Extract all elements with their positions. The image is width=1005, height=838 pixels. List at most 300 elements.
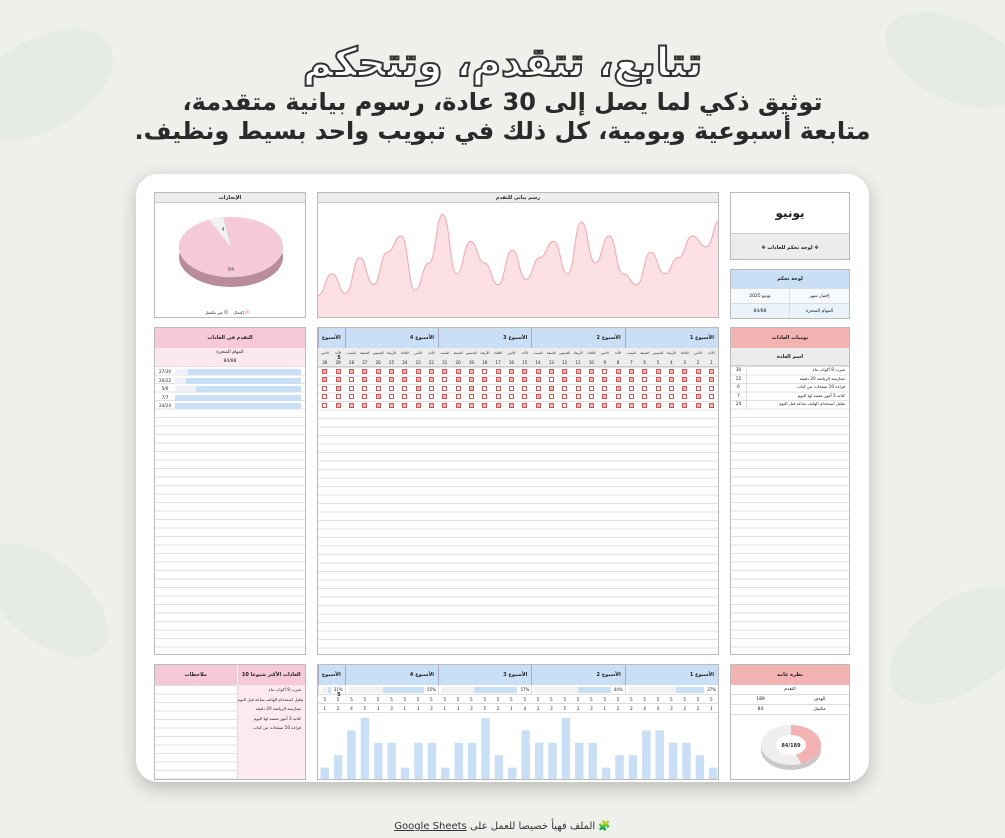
- day-checkbox[interactable]: [322, 377, 327, 382]
- day-checkbox[interactable]: [522, 386, 527, 391]
- day-checkbox[interactable]: [682, 377, 687, 382]
- week-pct-fill: [383, 687, 424, 693]
- control-row-value[interactable]: 84/88: [731, 304, 790, 318]
- day-name: الجمعة: [453, 351, 463, 355]
- check-cell: [638, 377, 651, 382]
- habit-progress-sub: المهام المنجزة: [155, 348, 305, 357]
- day-checkbox[interactable]: [349, 377, 354, 382]
- day-checkbox[interactable]: [616, 386, 621, 391]
- pie-label-not-done: 4: [221, 227, 225, 233]
- control-row-value[interactable]: يونيو 2025: [731, 289, 790, 303]
- day-checkbox[interactable]: [336, 403, 341, 408]
- check-cell: [705, 403, 718, 408]
- day-checkbox[interactable]: [402, 394, 407, 399]
- day-checkbox[interactable]: [549, 394, 554, 399]
- day-checkbox[interactable]: [709, 403, 714, 408]
- check-cell: [491, 394, 504, 399]
- day-name: الجمعة: [360, 351, 370, 355]
- check-cell: [665, 394, 678, 399]
- top-habit-item: قراءة 10 صفحات من كتاب: [253, 725, 301, 731]
- day-checkbox[interactable]: [482, 394, 487, 399]
- footer-brand[interactable]: Google Sheets: [394, 821, 467, 832]
- day-checkbox[interactable]: [496, 386, 501, 391]
- week-pct-label: 31%: [333, 687, 343, 692]
- week-pct-cell: [625, 685, 718, 694]
- check-cell: [478, 403, 491, 408]
- count-done: 5: [363, 697, 367, 702]
- check-cell: [558, 403, 571, 408]
- count-done: 5: [550, 697, 553, 702]
- daily-bar: [481, 718, 489, 780]
- check-cell: [611, 386, 624, 391]
- day-checkbox[interactable]: [389, 403, 394, 408]
- day-checkbox[interactable]: [616, 394, 621, 399]
- check-cell: [491, 386, 504, 391]
- day-checkbox[interactable]: [336, 369, 341, 374]
- control-title: لوحة تحكم: [731, 270, 849, 288]
- day-checkbox[interactable]: [536, 377, 541, 382]
- day-checkbox[interactable]: [509, 386, 514, 391]
- day-checkbox[interactable]: [629, 394, 634, 399]
- month-name: يونيو: [775, 206, 805, 220]
- day-checkbox[interactable]: [376, 403, 381, 408]
- progress-chart-panel: [317, 192, 719, 318]
- day-checkbox[interactable]: [562, 394, 567, 399]
- week-pct-fill: [474, 687, 517, 693]
- goal-label: الهدف: [813, 697, 826, 702]
- count-done: 5: [696, 697, 700, 702]
- check-cell: [451, 369, 464, 374]
- day-checkbox[interactable]: [549, 403, 554, 408]
- day-checkbox[interactable]: [496, 403, 501, 408]
- day-checkbox[interactable]: [469, 403, 474, 408]
- day-number: 30: [322, 360, 328, 365]
- check-cell: [425, 403, 438, 408]
- check-cell: [505, 403, 518, 408]
- day-number: 3: [683, 360, 686, 365]
- pie-label-done: 84: [227, 267, 235, 273]
- day-name: الأحد: [334, 351, 342, 355]
- day-checkbox[interactable]: [336, 386, 341, 391]
- day-checkbox[interactable]: [589, 369, 594, 374]
- day-checkbox[interactable]: [362, 377, 367, 382]
- check-cell: [318, 377, 331, 382]
- day-checkbox[interactable]: [549, 369, 554, 374]
- day-checkbox[interactable]: [642, 394, 647, 399]
- check-cell: [318, 369, 331, 374]
- day-checkbox[interactable]: [522, 394, 527, 399]
- day-checkbox[interactable]: [429, 403, 434, 408]
- day-checkbox[interactable]: [322, 394, 327, 399]
- day-checkbox[interactable]: [696, 386, 701, 391]
- habit-progress-row: [155, 385, 305, 394]
- daily-bar: [562, 718, 570, 780]
- day-checkbox[interactable]: [402, 403, 407, 408]
- day-checkbox[interactable]: [682, 394, 687, 399]
- check-cell: [598, 403, 611, 408]
- day-checkbox[interactable]: [642, 403, 647, 408]
- day-checkbox[interactable]: [589, 403, 594, 408]
- check-cell: [331, 403, 344, 408]
- count-done: 5: [470, 697, 473, 702]
- check-cell: [465, 394, 478, 399]
- check-cell: [505, 369, 518, 374]
- day-checkbox[interactable]: [442, 403, 447, 408]
- day-number: 28: [348, 360, 355, 365]
- check-cell: [371, 369, 384, 374]
- day-checkbox[interactable]: [336, 377, 341, 382]
- daily-bar: [321, 768, 329, 780]
- check-cell: [625, 394, 638, 399]
- check-cell: [611, 394, 624, 399]
- day-checkbox[interactable]: [322, 369, 327, 374]
- day-checkbox[interactable]: [669, 394, 674, 399]
- day-checkbox[interactable]: [536, 369, 541, 374]
- check-cell: [625, 403, 638, 408]
- day-checkbox[interactable]: [682, 369, 687, 374]
- day-number: 24: [402, 360, 408, 365]
- week-header-5: الأسبوع 5: [318, 328, 345, 348]
- day-checkbox[interactable]: [576, 403, 581, 408]
- day-checkbox[interactable]: [509, 369, 514, 374]
- day-checkbox[interactable]: [709, 386, 714, 391]
- day-name: السبت: [533, 351, 543, 355]
- day-checkbox[interactable]: [349, 369, 354, 374]
- check-cell: [465, 377, 478, 382]
- day-checkbox[interactable]: [456, 377, 461, 382]
- count-value: 3: [536, 706, 540, 711]
- day-checkbox[interactable]: [682, 386, 687, 391]
- day-checkbox[interactable]: [389, 377, 394, 382]
- day-checkbox[interactable]: [362, 369, 367, 374]
- day-checkbox[interactable]: [629, 403, 634, 408]
- day-checkbox[interactable]: [362, 386, 367, 391]
- day-checkbox[interactable]: [322, 386, 327, 391]
- check-cell: [491, 369, 504, 374]
- day-name: الجمعة: [640, 351, 650, 355]
- count-value: 2: [616, 706, 620, 711]
- day-checkbox[interactable]: [389, 394, 394, 399]
- day-checkbox[interactable]: [602, 377, 607, 382]
- daily-bar: [696, 755, 704, 780]
- day-checkbox[interactable]: [322, 403, 327, 408]
- day-number: 7: [630, 360, 633, 365]
- day-checkbox[interactable]: [696, 369, 701, 374]
- day-checkbox[interactable]: [469, 377, 474, 382]
- day-name: الاثنين: [414, 351, 423, 355]
- day-checkbox[interactable]: [429, 369, 434, 374]
- day-checkbox[interactable]: [336, 394, 341, 399]
- day-checkbox[interactable]: [482, 377, 487, 382]
- day-checkbox[interactable]: [562, 386, 567, 391]
- check-cell: [531, 377, 544, 382]
- day-checkbox[interactable]: [629, 369, 634, 374]
- day-checkbox[interactable]: [696, 377, 701, 382]
- day-checkbox[interactable]: [709, 377, 714, 382]
- day-checkbox[interactable]: [429, 377, 434, 382]
- habit-name: ممارسة الرياضة 20 دقيقة: [799, 375, 845, 381]
- day-name: الأربعاء: [573, 351, 583, 355]
- day-checkbox[interactable]: [642, 369, 647, 374]
- check-cell: [345, 403, 358, 408]
- count-value: 3: [670, 706, 673, 711]
- day-checkbox[interactable]: [656, 403, 661, 408]
- footer-text: الملف فهيأ خصيصا للعمل على: [469, 821, 596, 832]
- day-number: 21: [442, 360, 448, 365]
- day-checkbox[interactable]: [696, 394, 701, 399]
- day-checkbox[interactable]: [442, 386, 447, 391]
- day-checkbox[interactable]: [376, 394, 381, 399]
- count-done: 5: [683, 697, 686, 702]
- check-cell: [425, 394, 438, 399]
- daily-bar-chart: [318, 714, 719, 780]
- day-checkbox[interactable]: [576, 369, 581, 374]
- check-cell: [411, 369, 424, 374]
- day-checkbox[interactable]: [402, 369, 407, 374]
- day-checkbox[interactable]: [456, 394, 461, 399]
- day-checkbox[interactable]: [442, 394, 447, 399]
- day-checkbox[interactable]: [709, 394, 714, 399]
- day-checkbox[interactable]: [376, 369, 381, 374]
- day-number: 18: [482, 360, 488, 365]
- count-done: 5: [510, 697, 513, 702]
- top-habits-body: [155, 685, 305, 780]
- achievements-legend: [205, 310, 249, 315]
- week-header-2: الأسبوع 2: [531, 328, 624, 348]
- day-checkbox[interactable]: [389, 369, 394, 374]
- check-cell: [451, 377, 464, 382]
- day-checkbox[interactable]: [416, 377, 421, 382]
- day-checkbox[interactable]: [429, 386, 434, 391]
- check-cell: [585, 369, 598, 374]
- day-checkbox[interactable]: [602, 369, 607, 374]
- check-cell: [625, 369, 638, 374]
- count-done: 5: [670, 697, 673, 702]
- day-checkbox[interactable]: [629, 377, 634, 382]
- day-checkbox[interactable]: [602, 394, 607, 399]
- day-checkbox[interactable]: [349, 386, 354, 391]
- count-value: 3: [470, 706, 473, 711]
- day-checkbox[interactable]: [669, 403, 674, 408]
- day-checkbox[interactable]: [642, 377, 647, 382]
- day-checkbox[interactable]: [562, 403, 567, 408]
- day-checkbox[interactable]: [496, 377, 501, 382]
- day-checkbox[interactable]: [522, 403, 527, 408]
- day-checkbox[interactable]: [469, 394, 474, 399]
- day-checkbox[interactable]: [616, 403, 621, 408]
- day-checkbox[interactable]: [562, 369, 567, 374]
- day-checkbox[interactable]: [656, 377, 661, 382]
- notes-area[interactable]: [155, 685, 238, 780]
- check-cell: [651, 386, 664, 391]
- habit-goal: 30: [731, 366, 747, 375]
- check-cell: [465, 403, 478, 408]
- day-checkbox[interactable]: [456, 386, 461, 391]
- check-cell: [665, 403, 678, 408]
- day-number: 15: [522, 360, 528, 365]
- day-checkbox[interactable]: [709, 369, 714, 374]
- day-checkbox[interactable]: [656, 394, 661, 399]
- day-checkbox[interactable]: [589, 386, 594, 391]
- check-cell: [451, 386, 464, 391]
- day-checkbox[interactable]: [629, 386, 634, 391]
- day-checkbox[interactable]: [469, 386, 474, 391]
- day-checkbox[interactable]: [482, 369, 487, 374]
- day-checkbox[interactable]: [509, 394, 514, 399]
- count-value: 3: [390, 706, 393, 711]
- day-checkbox[interactable]: [589, 377, 594, 382]
- day-checkbox[interactable]: [522, 369, 527, 374]
- daily-bar: [374, 743, 382, 780]
- count-done: 5: [336, 697, 340, 702]
- daily-bar: [615, 755, 623, 780]
- day-number: 4: [670, 360, 673, 365]
- day-name: السبت: [440, 351, 450, 355]
- check-cell: [665, 377, 678, 382]
- day-checkbox[interactable]: [456, 403, 461, 408]
- habit-row: [731, 383, 849, 392]
- day-checkbox[interactable]: [549, 386, 554, 391]
- day-checkbox[interactable]: [442, 369, 447, 374]
- day-checkbox[interactable]: [442, 377, 447, 382]
- check-grid: [318, 367, 718, 655]
- day-checkbox[interactable]: [576, 394, 581, 399]
- day-checkbox[interactable]: [509, 403, 514, 408]
- progress-area-chart: [318, 203, 719, 317]
- overview-goal-row: [731, 695, 849, 705]
- hero-line-2: متابعة أسبوعية ويومية، كل ذلك في تبويب واحد بسيط ونظيف.: [134, 117, 871, 145]
- day-checkbox[interactable]: [602, 403, 607, 408]
- day-checkbox[interactable]: [576, 386, 581, 391]
- day-name: الخميس: [652, 351, 664, 355]
- control-row: [731, 288, 849, 303]
- check-cell: [571, 386, 584, 391]
- daily-bar: [428, 743, 436, 780]
- day-checkbox[interactable]: [349, 403, 354, 408]
- check-cell: [638, 386, 651, 391]
- check-cell: [598, 369, 611, 374]
- habit-progress-row: [155, 377, 305, 386]
- day-checkbox[interactable]: [402, 377, 407, 382]
- day-name: الاثنين: [320, 351, 329, 355]
- day-checkbox[interactable]: [656, 386, 661, 391]
- day-number: 23: [415, 360, 421, 365]
- check-cell: [385, 403, 398, 408]
- day-checkbox[interactable]: [536, 386, 541, 391]
- day-checkbox[interactable]: [469, 369, 474, 374]
- day-checkbox[interactable]: [509, 377, 514, 382]
- overview-donut: [731, 715, 850, 779]
- count-value: 3: [376, 706, 380, 711]
- day-name: الثلاثاء: [494, 351, 503, 355]
- weekly-bars-panel: [317, 664, 719, 780]
- day-checkbox[interactable]: [589, 394, 594, 399]
- day-checkbox[interactable]: [656, 369, 661, 374]
- day-checkbox[interactable]: [562, 377, 567, 382]
- day-checkbox[interactable]: [669, 369, 674, 374]
- day-checkbox[interactable]: [642, 386, 647, 391]
- day-checkbox[interactable]: [496, 394, 501, 399]
- day-name: الثلاثاء: [400, 351, 409, 355]
- day-checkbox[interactable]: [536, 403, 541, 408]
- check-cell: [331, 386, 344, 391]
- day-checkbox[interactable]: [576, 377, 581, 382]
- check-cell: [318, 394, 331, 399]
- habit-name: قراءة 10 صفحات من كتاب: [797, 384, 845, 389]
- day-checkbox[interactable]: [669, 377, 674, 382]
- legend-done: إكتمال: [233, 310, 244, 315]
- check-cell: [571, 403, 584, 408]
- count-value: 5: [363, 706, 367, 711]
- daily-bar: [334, 755, 342, 780]
- day-checkbox[interactable]: [416, 394, 421, 399]
- day-name: الأربعاء: [666, 351, 676, 355]
- check-cell: [665, 369, 678, 374]
- dashboard-button[interactable]: ✥ لوحة تحكم للعادات ✥: [731, 233, 849, 260]
- day-checkbox[interactable]: [669, 386, 674, 391]
- check-cell: [545, 369, 558, 374]
- count-row-2: [318, 704, 718, 713]
- check-cell: [705, 369, 718, 374]
- check-cell: [425, 369, 438, 374]
- day-checkbox[interactable]: [402, 386, 407, 391]
- week-header-2: الأسبوع 2: [531, 665, 624, 685]
- habit-list-title: يوميات العادات: [731, 328, 849, 348]
- day-checkbox[interactable]: [362, 403, 367, 408]
- day-checkbox[interactable]: [376, 386, 381, 391]
- check-cell: [545, 377, 558, 382]
- check-cell: [611, 369, 624, 374]
- day-checkbox[interactable]: [482, 403, 487, 408]
- day-checkbox[interactable]: [456, 369, 461, 374]
- check-cell: [411, 403, 424, 408]
- day-checkbox[interactable]: [416, 369, 421, 374]
- day-checkbox[interactable]: [416, 403, 421, 408]
- puzzle-icon: 🧩: [598, 821, 611, 832]
- day-name: الأحد: [708, 351, 715, 355]
- day-checkbox[interactable]: [429, 394, 434, 399]
- daily-bar: [414, 743, 422, 780]
- count-done: 5: [576, 697, 580, 702]
- day-checkbox[interactable]: [616, 369, 621, 374]
- week-header-5: الأسبوع 5: [318, 665, 345, 685]
- day-checkbox[interactable]: [482, 386, 487, 391]
- day-checkbox[interactable]: [376, 377, 381, 382]
- day-checkbox[interactable]: [536, 394, 541, 399]
- day-checkbox[interactable]: [496, 369, 501, 374]
- day-checkbox[interactable]: [616, 377, 621, 382]
- day-checkbox[interactable]: [416, 386, 421, 391]
- day-number: 12: [562, 360, 568, 365]
- day-checkbox[interactable]: [389, 386, 394, 391]
- day-number: 6: [643, 360, 646, 365]
- day-checkbox[interactable]: [549, 377, 554, 382]
- day-checkbox[interactable]: [682, 403, 687, 408]
- week-header-3: الأسبوع 3: [438, 665, 531, 685]
- week-pct-cell: [438, 685, 531, 694]
- day-number: 14: [535, 360, 541, 365]
- notes-title: ملاحظات: [155, 665, 238, 685]
- check-cell: [425, 377, 438, 382]
- count-value: 3: [456, 706, 460, 711]
- day-checkbox[interactable]: [522, 377, 527, 382]
- day-checkbox[interactable]: [602, 386, 607, 391]
- day-checkbox[interactable]: [349, 394, 354, 399]
- day-name: السبت: [347, 351, 356, 355]
- day-checkbox[interactable]: [362, 394, 367, 399]
- day-name: الاثنين: [600, 351, 609, 355]
- day-checkbox[interactable]: [696, 403, 701, 408]
